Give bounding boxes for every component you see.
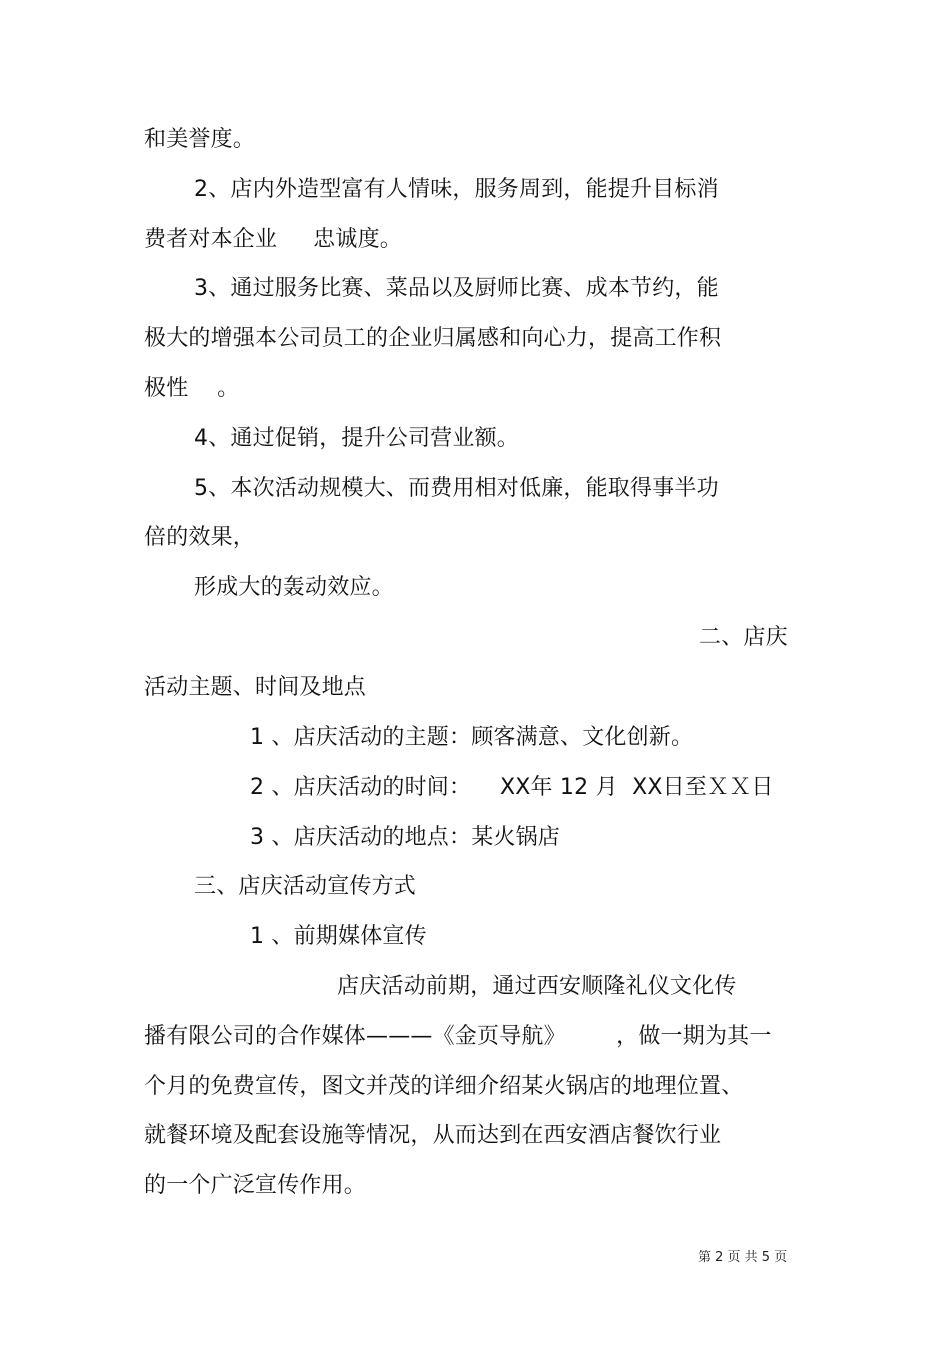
paragraph-line-3: 个月的免费宣传，图文并茂的详细介绍某火锅店的地理位置、 — [144, 1074, 744, 1099]
text-line-1: 和美誉度。 — [144, 127, 256, 152]
list-item-location: 3 、店庆活动的地点：某火锅店 — [250, 825, 560, 850]
section-heading-2-start: 二、店庆 — [699, 625, 788, 650]
text-line-7: 4、通过促销，提升公司营业额。 — [194, 426, 519, 451]
section-heading-2-end: 活动主题、时间及地点 — [144, 675, 367, 700]
text-line-8: 5、本次活动规模大、而费用相对低廉，能取得事半功 — [194, 476, 719, 501]
paragraph-line-2: 播有限公司的合作媒体———《金页导航》 ，做一期为其一 — [144, 1024, 772, 1049]
paragraph-line-5: 的一个广泛宣传作用。 — [144, 1173, 367, 1198]
text-line-5: 极大的增强本公司员工的企业归属感和向心力，提高工作积 — [144, 326, 722, 351]
list-item-theme: 1 、店庆活动的主题：顾客满意、文化创新。 — [250, 725, 694, 750]
paragraph-line-1: 店庆活动前期，通过西安顺隆礼仪文化传 — [337, 974, 737, 999]
section-heading-3: 三、店庆活动宣传方式 — [194, 874, 417, 899]
page-indicator: 第 2 页 共 5 页 — [698, 1250, 788, 1265]
text-line-3: 费者对本企业 忠诚度。 — [144, 227, 402, 252]
text-line-10: 形成大的轰动效应。 — [194, 575, 394, 600]
paragraph-line-4: 就餐环境及配套设施等情况，从而达到在西安酒店餐饮行业 — [144, 1123, 722, 1148]
text-line-6: 极性 。 — [144, 376, 240, 401]
subheading-media: 1 、前期媒体宣传 — [250, 924, 427, 949]
text-line-9: 倍的效果， — [144, 525, 256, 550]
list-item-time: 2 、店庆活动的时间： XX年 12 月 XX日至ＸＸ日 — [250, 775, 774, 800]
text-line-2: 2、店内外造型富有人情味，服务周到，能提升目标消 — [194, 177, 719, 202]
text-line-4: 3、通过服务比赛、菜品以及厨师比赛、成本节约，能 — [194, 276, 719, 301]
